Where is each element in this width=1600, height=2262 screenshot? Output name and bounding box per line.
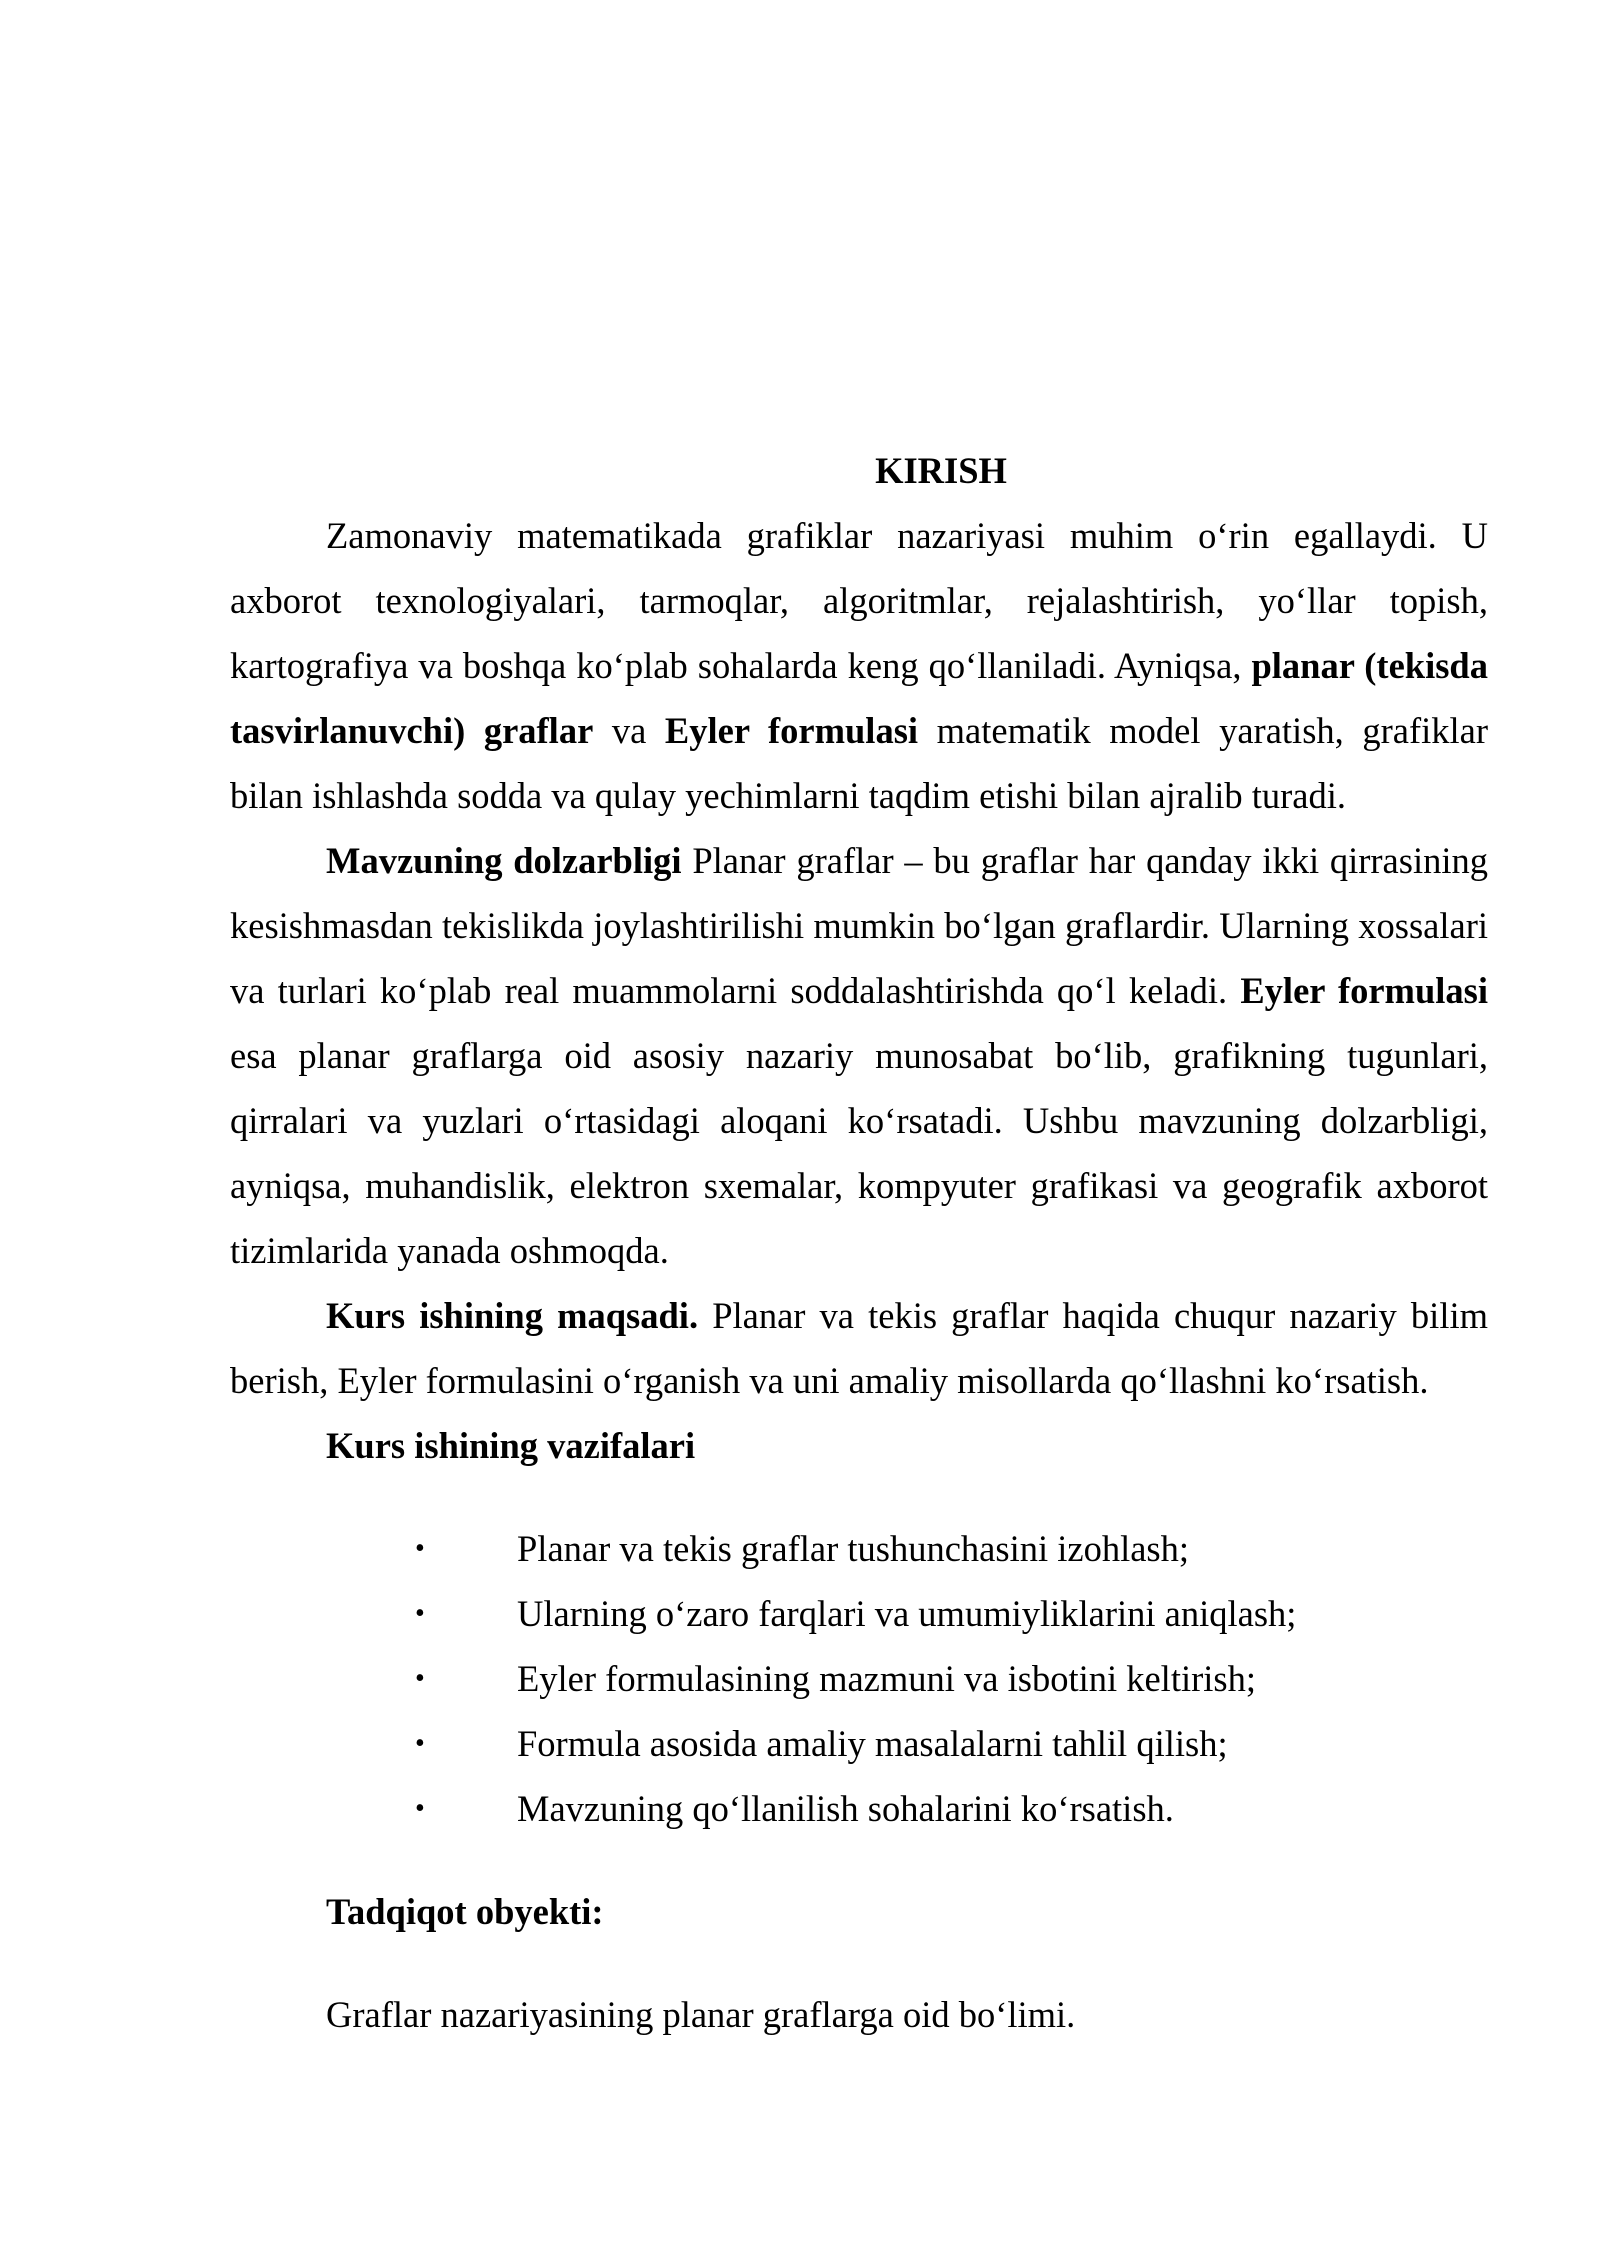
list-item-text: Eyler formulasining mazmuni va isbotini keltirish;: [517, 1658, 1257, 1699]
goal-heading: Kurs ishining maqsadi.: [326, 1295, 699, 1336]
list-item-text: Mavzuning qo‘llanilish sohalarini ko‘rsatish.: [517, 1788, 1174, 1829]
goal-paragraph: [230, 1283, 1488, 1413]
relevance-heading: Mavzuning dolzarbligi: [326, 840, 682, 881]
research-object-text: Graflar nazariyasining planar graflarga oid bo‘limi.: [326, 1994, 1076, 2035]
relevance-text-1: Planar graflar – bu graflar har qanday ikki qirrasining kesishmasdan tekislikda joylashtirilishi mumkin bo‘lgan graflardir. Ularning xossalari va turlari ko‘plab real muammolarni soddalashtirishda qo‘l keladi.: [230, 840, 1488, 1011]
bullet-icon: •: [415, 1533, 425, 1564]
intro-text-3: matematik model yaratish, grafiklar bilan ishlashda sodda va qulay yechimlarni taqdim etishi bilan ajralib turadi.: [230, 710, 1489, 816]
tasks-heading: Kurs ishining vazifalari: [326, 1425, 696, 1466]
intro-bold-euler: Eyler formulasi: [664, 710, 919, 751]
list-item: [230, 1581, 1488, 1646]
bullet-icon: •: [415, 1728, 425, 1759]
document-page: [230, 438, 1488, 2047]
tasks-list: [230, 1516, 1488, 1841]
list-item-text: Formula asosida amaliy masalalarni tahlil qilish;: [517, 1723, 1228, 1764]
goal-text: Planar va tekis graflar haqida chuqur nazariy bilim berish, Eyler formulasini o‘rganish va uni amaliy misollarda qo‘llashni ko‘rsatish.: [230, 1295, 1488, 1401]
relevance-bold-euler: Eyler formulasi: [1240, 970, 1489, 1011]
list-item: [230, 1646, 1488, 1711]
list-item: [230, 1516, 1488, 1581]
intro-text-2: va: [593, 710, 665, 751]
list-item: [230, 1711, 1488, 1776]
intro-bold-planar: planar (tekisda tasvirlanuvchi) graflar: [230, 645, 1488, 751]
list-item-text: Planar va tekis graflar tushunchasini izohlash;: [517, 1528, 1190, 1569]
relevance-text-2: esa planar graflarga oid asosiy nazariy munosabat bo‘lib, grafikning tugunlari, qirralari va yuzlari o‘rtasidagi aloqani ko‘rsatadi. Ushbu mavzuning dolzarbligi, ayniqsa, muhandislik, elektron sxemalar, kompyuter grafikasi va geografik axborot tizimlarida yanada oshmoqda.: [230, 1035, 1488, 1271]
list-item-text: Ularning o‘zaro farqlari va umumiyliklarini aniqlash;: [517, 1593, 1297, 1634]
list-item: [230, 1776, 1488, 1841]
bullet-icon: •: [415, 1793, 425, 1824]
research-object-heading: Tadqiqot obyekti:: [326, 1891, 604, 1932]
intro-paragraph: [230, 503, 1488, 828]
relevance-paragraph: [230, 828, 1488, 1283]
bullet-icon: •: [415, 1598, 425, 1629]
page-title: KIRISH: [875, 450, 1007, 491]
intro-text-1: Zamonaviy matematikada grafiklar nazariyasi muhim o‘rin egallaydi. U axborot texnologiyalari, tarmoqlar, algoritmlar, rejalashtirish, yo‘llar topish, kartografiya va boshqa ko‘plab sohalarda keng qo‘llaniladi. Ayniqsa,: [230, 515, 1488, 686]
bullet-icon: •: [415, 1663, 425, 1694]
